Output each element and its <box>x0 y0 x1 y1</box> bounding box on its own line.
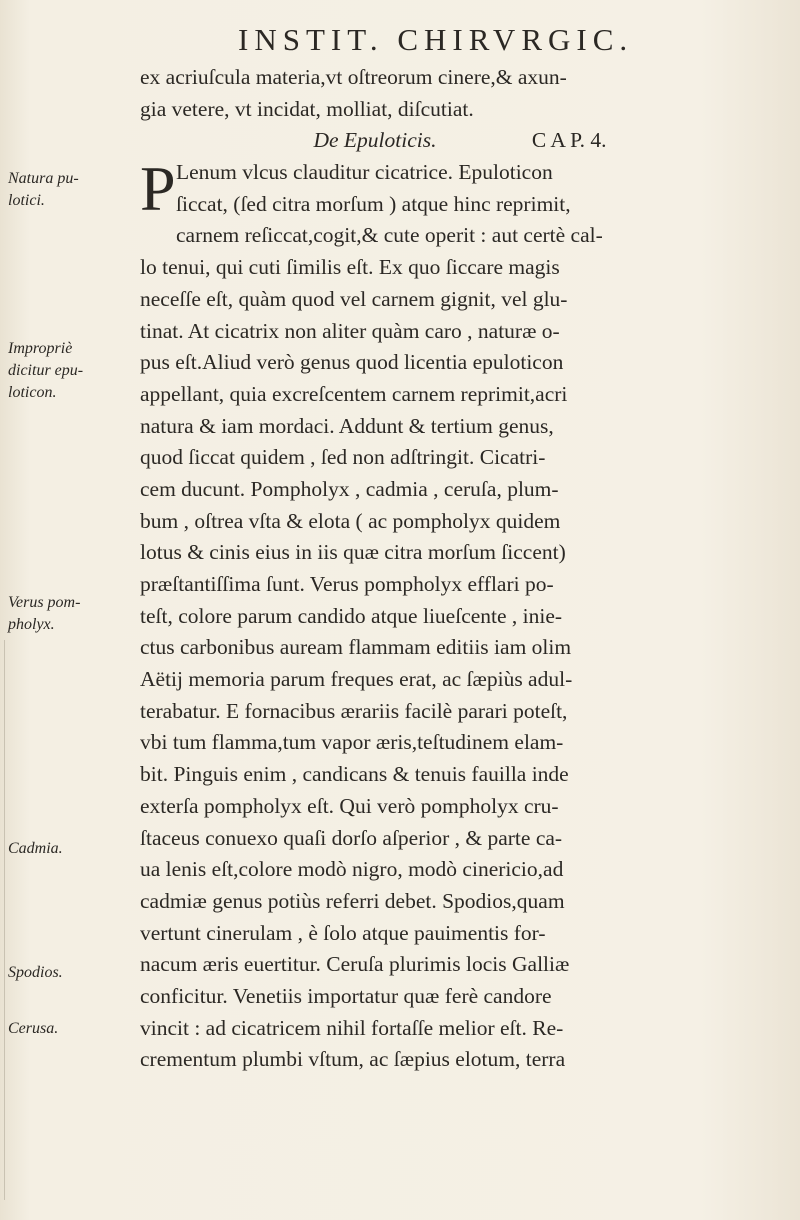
margin-note <box>8 592 128 636</box>
margin-note-line: Verus pom- <box>8 594 81 611</box>
page-edge-rule <box>4 640 5 1200</box>
margin-note-line: Natura pu- <box>8 170 79 187</box>
text-line: tinat. At cicatrix non aliter quàm caro , naturæ o- <box>140 318 560 343</box>
text-line: conficitur. Venetiis importatur quæ ferè candore <box>140 983 552 1008</box>
margin-note <box>8 338 128 404</box>
margin-note-line: Spodios. <box>8 964 63 981</box>
text-line: ſtaceus conuexo quaſi dorſo aſperior , & parte ca- <box>140 825 563 850</box>
first-paragraph-start <box>140 153 780 225</box>
margin-note-line: Impropriè <box>8 340 73 357</box>
text-line: vincit : ad cicatricem nihil fortaſſe melior eſt. Re- <box>140 1015 564 1040</box>
text-line: Lenum vlcus clauditur cicatrice. Epuloticon <box>176 160 553 185</box>
text-line: ctus carbonibus auream flammam editiis iam olim <box>140 635 572 660</box>
text-line: gia vetere, vt incidat, molliat, diſcutiat. <box>140 96 474 121</box>
chapter-number: C A P. 4. <box>531 128 607 153</box>
text-line: teſt, colore parum candido atque liueſcente , inie- <box>140 603 563 628</box>
margin-note <box>8 838 128 860</box>
drop-cap: P <box>140 153 176 225</box>
text-line: vbi tum flamma,tum vapor æris,teſtudinem elam- <box>140 730 564 755</box>
text-line: cem ducunt. Pompholyx , cadmia , ceruſa, plum- <box>140 476 559 501</box>
text-line: ua lenis eſt,colore modò nigro, modò cinericio,ad <box>140 857 564 882</box>
text-line: exterſa pompholyx eſt. Qui verò pompholyx cru- <box>140 793 559 818</box>
text-line: carnem reſiccat,cogit,& cute operit : aut certè cal- <box>176 223 603 248</box>
text-line: bit. Pinguis enim , candicans & tenuis fauilla inde <box>140 762 569 787</box>
running-header: INSTIT. CHIRVRGIC. <box>238 22 634 57</box>
margin-note-line: dicitur epu- <box>8 362 84 379</box>
text-line: natura & iam mordaci. Addunt & tertium genus, <box>140 413 554 438</box>
margin-note-line: Cerusa. <box>8 1020 59 1037</box>
text-line: bum , oſtrea vſta & elota ( ac pompholyx quidem <box>140 508 561 533</box>
main-text <box>140 62 780 1076</box>
margin-note <box>8 1018 128 1040</box>
margin-note-line: lotici. <box>8 192 45 209</box>
margin-note <box>8 962 128 984</box>
section-title: De Epuloticis. <box>313 128 437 153</box>
text-line: ex acriuſcula materia,vt oſtreorum cinere,& axun- <box>140 65 567 89</box>
margin-note-line: Cadmia. <box>8 840 63 857</box>
margin-note-line: loticon. <box>8 384 57 401</box>
text-line: nacum æris euertitur. Ceruſa plurimis locis Galliæ <box>140 952 570 977</box>
text-line: terabatur. E fornacibus ærariis facilè parari poteſt, <box>140 698 568 723</box>
text-line: ſiccat, (ſed citra morſum ) atque hinc reprimit, <box>176 191 571 216</box>
text-line: lotus & cinis eius in iis quæ citra morſum ſiccent) <box>140 540 566 565</box>
text-line: pus eſt.Aliud verò genus quod licentia epuloticon <box>140 350 564 375</box>
paragraph-body <box>140 220 780 1076</box>
text-line: quod ſiccat quidem , ſed non adſtringit. Cicatri- <box>140 445 546 470</box>
text-line: crementum plumbi vſtum, ac ſæpius elotum, terra <box>140 1047 566 1072</box>
text-line: præſtantiſſima ſunt. Verus pompholyx efflari po- <box>140 572 554 596</box>
text-line: Aëtij memoria parum freques erat, ac ſæpiùs adul- <box>140 667 573 692</box>
margin-note <box>8 168 128 212</box>
margin-note-line: pholyx. <box>8 616 55 633</box>
text-line: vertunt cinerulam , è ſolo atque pauimentis for- <box>140 920 546 945</box>
section-heading <box>140 125 780 157</box>
text-line: neceſſe eſt, quàm quod vel carnem gignit, vel glu- <box>140 286 568 311</box>
text-line: cadmiæ genus potiùs referri debet. Spodios,quam <box>140 888 565 913</box>
text-line: appellant, quia excreſcentem carnem reprimit,acri <box>140 381 568 406</box>
text-line: lo tenui, qui cuti ſimilis eſt. Ex quo ſiccare magis <box>140 255 560 280</box>
